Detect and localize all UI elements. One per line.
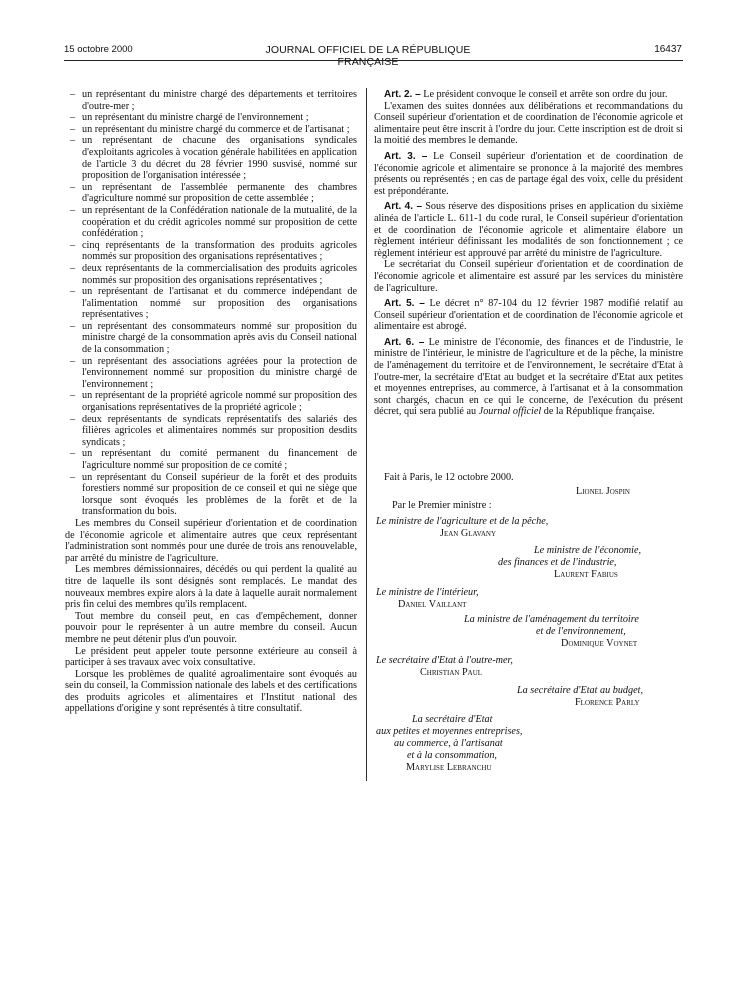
paragraph: Lorsque les problèmes de qualité agroalimentaire sont évoqués au sein du conseil, la Commission nationale des labels et des certifications des produits agricoles et alimentaires et l'Institut national des appellations d'origine y sont représentés à titre consultatif.	[65, 668, 357, 715]
list-item: – un représentant de la Confédération nationale de la mutualité, de la coopération et du crédit agricoles nommé sur proposition de cette confédération ;	[70, 204, 357, 240]
signatory-name: Lionel Jospin	[576, 486, 630, 497]
article-4: Art. 4. – Sous réserve des dispositions prises en application du sixième alinéa de l'article L. 611-1 du code rural, le Conseil supérieur d'orientation et de coordination de l'économie agricole et alimentaire élabore un règlement intérieur définissant les modalités de son fonctionnement ; ce règlement intérieur est approuvé par arrêté du ministre de l'agriculture.	[374, 201, 683, 259]
list-item: – un représentant de chacune des organisations syndicales d'exploitants agricoles à vocation générale habilitées en application de l'article 3 du décret du 28 février 1990 susvisé, nommé sur proposition de l'organisation intéressée ;	[70, 135, 357, 182]
list-item: – un représentant du ministre chargé du commerce et de l'artisanat ;	[70, 123, 350, 135]
signatory-title: et de l'environnement,	[536, 626, 626, 637]
signatory-title: et à la consommation,	[407, 750, 497, 761]
paragraph: Les membres du Conseil supérieur d'orientation et de coordination de l'économie agricole et alimentaire autres que ceux représentant l'administration sont nommés pour une durée de trois ans renouvelable, par arrêté du ministre de l'agriculture.	[65, 517, 357, 564]
signatory-title: des finances et de l'industrie,	[498, 557, 617, 568]
article-5: Art. 5. – Le décret n° 87-104 du 12 février 1987 modifié relatif au Conseil supérieur d'orientation et de coordination de l'économie agricole et alimentaire est abrogé.	[374, 298, 683, 333]
paragraph: Tout membre du conseil peut, en cas d'empêchement, donner pouvoir pour le représenter à un autre membre du conseil. Aucun membre ne peut détenir plus d'un pouvoir.	[65, 610, 357, 645]
header-title: JOURNAL OFFICIEL DE LA RÉPUBLIQUE FRANÇAISE	[265, 44, 471, 68]
list-item: – un représentant de la propriété agricole nommé sur proposition des organisations représentatives de la propriété agricole ;	[70, 390, 357, 414]
list-item: – un représentant du Conseil supérieur de la forêt et des produits forestiers nommé sur proposition de ce conseil et qui ne siège que lorsque sont évoqués les problèmes de la forêt et de la transformation du bois.	[70, 471, 357, 518]
list-item: – deux représentants de syndicats représentatifs des salariés des filières agricoles et alimentaires nommés sur proposition desdits syndicats ;	[70, 413, 357, 448]
signatory-title: La secrétaire d'Etat au budget,	[517, 685, 644, 696]
article-label: Art. 3. –	[384, 150, 428, 162]
header-rule	[64, 60, 683, 61]
list-item: – un représentant du ministre chargé des départements et territoires d'outre-mer ;	[70, 89, 357, 112]
list-item: – deux représentants de la commercialisation des produits agricoles nommés sur proposition des organisations représentatives ;	[70, 262, 357, 286]
par-le-premier-ministre: Par le Premier ministre :	[392, 500, 492, 511]
paragraph: Les membres démissionnaires, décédés ou qui perdent la qualité au titre de laquelle ils sont désignés sont remplacés. Le mandat des nouveaux membres expire alors à la date à laquelle aurait normalement pris fin celui des membres qu'ils remplacent.	[65, 564, 357, 611]
paragraph: Le secrétariat du Conseil supérieur d'orientation et de coordination de l'économie agricole et alimentaire est assuré par les services du ministère de l'agriculture.	[374, 259, 683, 294]
list-item: – cinq représentants de la transformation des produits agricoles nommés sur proposition des organisations représentatives ;	[70, 239, 357, 263]
paragraph: Le président peut appeler toute personne extérieure au conseil à participer à ses travaux avec voix consultative.	[65, 645, 357, 669]
signatory-name: Christian Paul	[420, 667, 483, 678]
column-divider	[366, 88, 367, 781]
header-page-number: 16437	[654, 44, 682, 55]
journal-officiel-italic: Journal officiel	[478, 406, 542, 418]
fait-a-paris: Fait à Paris, le 12 octobre 2000.	[384, 472, 514, 483]
signatory-title: Le ministre de l'agriculture et de la pêche,	[376, 516, 549, 527]
signatory-name: Daniel Vaillant	[398, 599, 467, 610]
signatory-title: aux petites et moyennes entreprises,	[376, 726, 523, 737]
list-item: – un représentant des associations agréées pour la protection de l'environnement nommé sur proposition du ministre chargé de l'environnement ;	[70, 355, 357, 390]
article-label: Art. 5. –	[384, 298, 425, 310]
article-label: Art. 2. –	[384, 89, 421, 100]
right-column	[374, 89, 683, 418]
left-column	[65, 89, 357, 715]
signatory-title: Le secrétaire d'Etat à l'outre-mer,	[376, 655, 513, 666]
signatory-title: Le ministre de l'économie,	[534, 545, 642, 556]
article-label: Art. 4. –	[384, 201, 423, 213]
list-item: – un représentant des consommateurs nommé sur proposition du ministre chargé de la consommation après avis du Conseil national de la consommation ;	[70, 320, 357, 356]
list-item: – un représentant du ministre chargé de l'environnement ;	[70, 112, 309, 124]
signatory-title: Le ministre de l'intérieur,	[376, 587, 479, 598]
paragraph: L'examen des suites données aux délibérations et recommandations du Conseil supérieur d'orientation et de coordination de l'économie agricole et alimentaire peut être inscrit à l'ordre du jour. Cette inscription est de droit si la moitié des membres le demande.	[374, 100, 683, 147]
signatory-title: La ministre de l'aménagement du territoire	[464, 614, 639, 625]
signatory-name: Florence Parly	[575, 697, 640, 708]
list-item: – un représentant du comité permanent du financement de l'agriculture nommé sur proposition de ce comité ;	[70, 448, 357, 471]
article-6: Art. 6. – Le ministre de l'économie, des finances et de l'industrie, le ministre de l'intérieur, le ministre de l'agriculture et de la pêche, la ministre de l'aménagement du territoire et de l'environnement, le secrétaire d'Etat à l'outre-mer, la secrétaire d'Etat au budget et la secrétaire d'Etat aux petites et moyennes entreprises, au commerce, à l'artisanat et à la consommation sont chargés, chacun en ce qui le concerne, de l'exécution du présent décret, qui sera publié au Journal officiel de la République française.	[374, 336, 683, 418]
header-date: 15 octobre 2000	[64, 44, 133, 55]
signatory-title: au commerce, à l'artisanat	[394, 738, 503, 749]
article-label: Art. 6. –	[384, 336, 425, 348]
signatory-title: La secrétaire d'Etat	[412, 714, 493, 725]
signatory-name: Dominique Voynet	[561, 638, 638, 649]
list-item: – un représentant de l'assemblée permanente des chambres d'agriculture nommé sur proposition de cette assemblée ;	[70, 181, 357, 205]
article-2: Art. 2. – Le président convoque le conseil et arrête son ordre du jour.	[384, 89, 668, 100]
article-3: Art. 3. – Le Conseil supérieur d'orientation et de coordination de l'économie agricole et alimentaire se prononce à la majorité des membres présents ou représentés ; en cas de partage égal des voix, celle du président est prépondérante.	[374, 150, 684, 197]
signatory-name: Marylise Lebranchu	[406, 762, 492, 773]
signatory-name: Jean Glavany	[440, 528, 497, 539]
list-item: – un représentant de l'artisanat et du commerce indépendant de l'alimentation nommé sur proposition des organisations représentatives ;	[70, 286, 357, 321]
signatory-name: Laurent Fabius	[554, 569, 618, 580]
